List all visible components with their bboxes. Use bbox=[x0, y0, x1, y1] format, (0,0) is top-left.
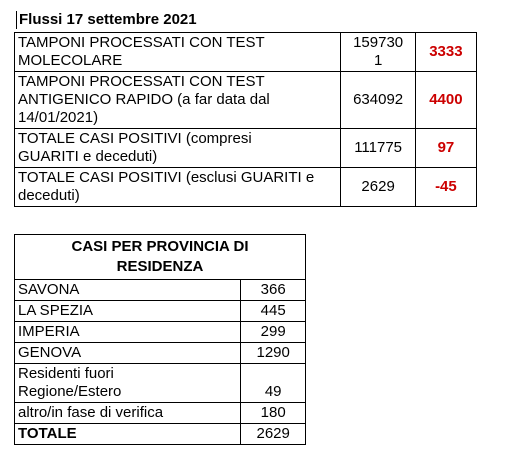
province-name-imperia: IMPERIA bbox=[15, 322, 241, 343]
table-row bbox=[15, 280, 306, 301]
flussi-table bbox=[14, 32, 477, 207]
province-value-la-spezia: 445 bbox=[241, 301, 306, 322]
province-value-imperia: 299 bbox=[241, 322, 306, 343]
province-value-savona: 366 bbox=[241, 280, 306, 301]
province-table-header: CASI PER PROVINCIA DI RESIDENZA bbox=[15, 235, 306, 280]
flussi-label-positivi-compresi: TOTALE CASI POSITIVI (compresi GUARITI e deceduti) bbox=[15, 129, 341, 168]
province-value-genova: 1290 bbox=[241, 343, 306, 364]
province-name-savona: SAVONA bbox=[15, 280, 241, 301]
flussi-label-antigenico: TAMPONI PROCESSATI CON TEST ANTIGENICO RAPIDO (a far data dal 14/01/2021) bbox=[15, 72, 341, 129]
flussi-delta-positivi-esclusi: -45 bbox=[415, 168, 476, 207]
province-table bbox=[14, 234, 306, 445]
province-name-genova: GENOVA bbox=[15, 343, 241, 364]
province-total-value: 2629 bbox=[241, 424, 306, 445]
table-row bbox=[15, 33, 477, 72]
flussi-value-antigenico: 634092 bbox=[341, 72, 415, 129]
table-row bbox=[15, 72, 477, 129]
table-row bbox=[15, 403, 306, 424]
province-name-altro: altro/in fase di verifica bbox=[15, 403, 241, 424]
table-row bbox=[15, 129, 477, 168]
flussi-delta-molecolare: 3333 bbox=[415, 33, 476, 72]
province-value-altro: 180 bbox=[241, 403, 306, 424]
table-row bbox=[15, 168, 477, 207]
province-name-la-spezia: LA SPEZIA bbox=[15, 301, 241, 322]
table-row bbox=[15, 322, 306, 343]
flussi-delta-antigenico: 4400 bbox=[415, 72, 476, 129]
flussi-value-molecolare: 159730 1 bbox=[341, 33, 415, 72]
page-title: Flussi 17 settembre 2021 bbox=[16, 11, 197, 29]
flussi-label-molecolare: TAMPONI PROCESSATI CON TEST MOLECOLARE bbox=[15, 33, 341, 72]
flussi-delta-positivi-compresi: 97 bbox=[415, 129, 476, 168]
table-row bbox=[15, 343, 306, 364]
table-header-row bbox=[15, 235, 306, 280]
province-total-label: TOTALE bbox=[15, 424, 241, 445]
flussi-value-positivi-esclusi: 2629 bbox=[341, 168, 415, 207]
table-total-row bbox=[15, 424, 306, 445]
table-row bbox=[15, 301, 306, 322]
flussi-label-positivi-esclusi: TOTALE CASI POSITIVI (esclusi GUARITI e deceduti) bbox=[15, 168, 341, 207]
table-row bbox=[15, 364, 306, 403]
province-value-fuori-regione: 49 bbox=[241, 364, 306, 403]
province-name-fuori-regione: Residenti fuori Regione/Estero bbox=[15, 364, 241, 403]
flussi-value-positivi-compresi: 111775 bbox=[341, 129, 415, 168]
